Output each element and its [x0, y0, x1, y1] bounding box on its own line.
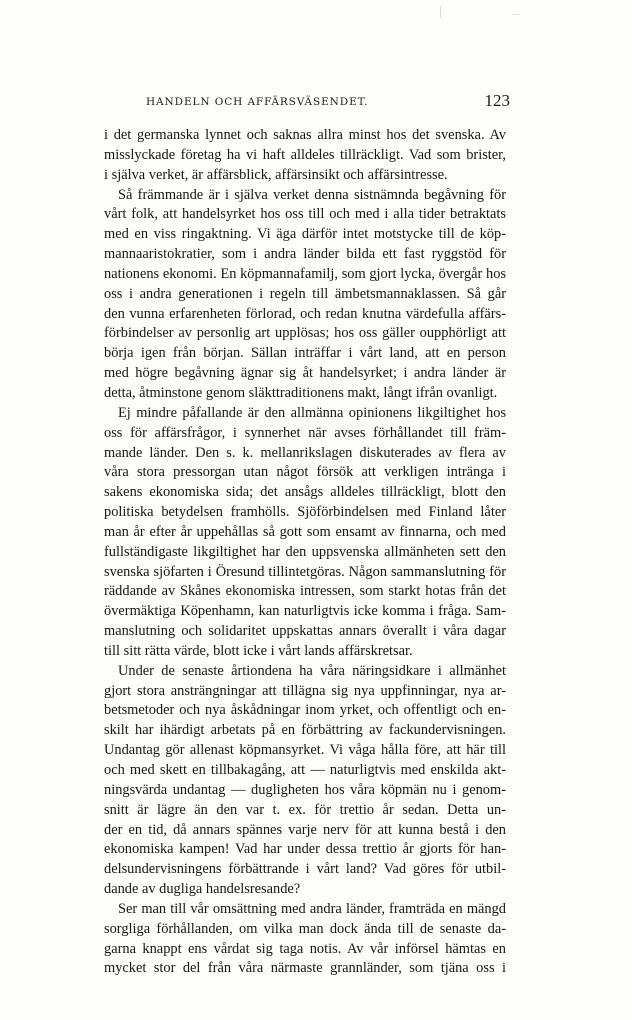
text-line: mannaaristokratier, som i andra länder bilda ett fast ryggstöd för [104, 246, 506, 263]
text-line: dande av dugliga handelsresande? [104, 881, 301, 898]
text-line: garna knappt ens vårdat sig taga notis. Av vår införsel hämtas en [104, 940, 506, 957]
text-line: gjort stora ansträngningar att tillägna sig nya uppfinningar, nya ar- [104, 682, 506, 699]
text-line: misslyckade företag ha vi haft alldeles tillräckligt. Vad som brister, [104, 146, 506, 163]
text-line: oss i andra generationen i regeln till ämbetsmannaklassen. Så går [104, 285, 506, 302]
text-line: skilt har ihärdigt arbetats på en förbättring av fackundervisningen. [104, 722, 506, 739]
page-number: 123 [484, 91, 510, 110]
page-header [104, 91, 514, 112]
text-line: manslutning och solidaritet uppskattas annars överallt i våra dagar [104, 623, 506, 640]
text-line: mycket stor del från våra närmaste grannländer, som tjäna oss i [104, 960, 506, 977]
text-line: betsmetoder och nya åskådningar inom yrket, och offentligt och en- [104, 702, 506, 719]
text-line: i det germanska lynnet och saknas allra minst hos det svenska. Av [104, 127, 506, 143]
text-line: man år efter år uppehållas så gott som ensamt av finnarna, och med [104, 523, 506, 540]
running-title: HANDELN OCH AFFÄRSVÄSENDET. [146, 96, 369, 108]
text-line: delsundervisningens förbättrande i vårt land? Vad göres för utbil- [104, 861, 506, 878]
text-line: oss för affärsfrågor, i synnerhet när avses förhållandet till främ- [104, 424, 506, 441]
scan-mark [440, 6, 441, 18]
text-line: politiska betydelsen framhölls. Sjöförbindelsen med Finland låter [104, 504, 506, 521]
text-line: fullständigaste likgiltighet har den uppsvenska allmänheten sett den [104, 543, 506, 560]
text-line: svenska sjöfarten i Öresund tillintetgöras. Någon sammanslutning för [104, 563, 506, 580]
text-line: sakens ekonomiska sida; det ansågs alldeles tillräckligt, blott den [104, 484, 506, 501]
text-line: ningsvärda undantag — dugligheten hos våra köpmän nu i genom- [104, 781, 506, 798]
text-line: ekonomiska kampen! Vad har under dessa trettio år gjorts för han- [104, 841, 506, 858]
text-line: den vunna erfarenheten förlorad, och redan knutna värdefulla affärs- [104, 305, 506, 322]
text-line: Ej mindre påfallande är den allmänna opinionens likgiltighet hos [118, 404, 506, 421]
text-line: mande länder. Den s. k. mellanrikslagen diskuterades av flera av [104, 444, 506, 461]
text-line: Så främmande är i själva verket denna sistnämnda begåvning för [118, 186, 506, 203]
text-line: i själva verket, är affärsblick, affärsinsikt och affärsintresse. [104, 166, 448, 183]
text-line: förbindelser av personlig art upplösas; hos oss gäller oupphörligt att [104, 325, 506, 342]
text-line: med högre begåvning ägnar sig åt handelsyrket; i andra länder är [104, 365, 506, 382]
text-line: Ser man till vår omsättning med andra länder, framträda en mängd [118, 900, 506, 917]
text-line: detta, åtminstone genom släkttraditionens makt, långt ifrån ovanligt. [104, 384, 498, 401]
text-line: börja igen från början. Sällan inträffar i vårt land, att en person [104, 345, 506, 362]
text-line: sorgliga förhållanden, om vilka man dock ända till de senaste da- [104, 920, 506, 937]
text-line: Under de senaste årtiondena ha våra näringsidkare i allmänhet [118, 662, 506, 679]
text-line: med en viss ringaktning. Vi äga därför intet motstycke till de köp- [104, 226, 506, 243]
scan-mark [512, 14, 520, 15]
text-line: snitt är lägre än den var t. ex. för trettio år sedan. Detta un- [104, 801, 506, 818]
text-line: Undantag gör allenast köpmansyrket. Vi våga hålla före, att här till [104, 742, 506, 759]
text-line: till sitt rätta värde, blott icke i vårt lands affärskretsar. [104, 642, 413, 659]
text-line: der en tid, då annars spännes varje nerv för att kunna bestå i den [104, 821, 506, 838]
text-line: nationens ekonomi. En köpmannafamilj, som gjort lycka, övergår hos [104, 265, 506, 282]
text-line: räddande av Skånes ekonomiska intressen, som starkt hotas från det [104, 583, 506, 600]
text-line: övermäktiga Köpenhamn, kan naturligtvis icke komma i fråga. Sam- [104, 603, 506, 620]
text-line: och med skett en tillbakagång, att — naturligtvis med enskilda akt- [104, 762, 506, 778]
text-line: vårt folk, att handelsyrket hos oss till och med i alla tider betraktats [104, 206, 506, 223]
body-text [104, 126, 506, 979]
text-line: våra stora pressorgan utan något försök att verkligen intränga i [104, 464, 506, 481]
